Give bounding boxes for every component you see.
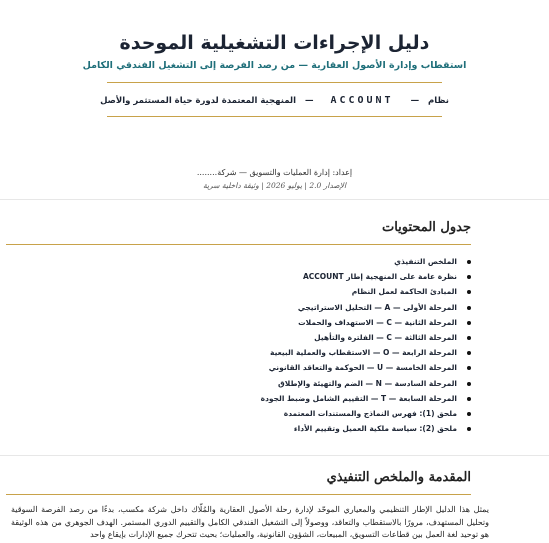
toc-item[interactable] [91,330,471,345]
system-dash-2: — [304,96,314,106]
bullet-icon [467,336,471,340]
toc-item-label: الملخص التنفيذي [394,257,457,266]
toc-item-label: المرحلة الأولى — A — التحليل الاستراتيجي [297,302,457,312]
document-meta: الإصدار 2.0 | يوليو 2026 | وثيقة داخلية سرية [202,181,347,190]
toc-item-label: المرحلة الثانية — C — الاستهداف والحملات [298,317,457,327]
system-line [0,95,549,106]
system-prefix: نظام [428,96,449,106]
toc-item[interactable] [91,269,471,284]
toc-item-label: ملحق (1): فهرس النماذج والمستندات المعتمدة [283,408,457,418]
system-acronym: ACCOUNT [330,95,394,106]
bullet-icon [467,351,471,355]
toc-title: جدول المحتويات [381,220,471,235]
system-dash-1: — [410,96,420,106]
toc-list [91,254,471,436]
bullet-icon [467,412,471,416]
bullet-icon [467,382,471,386]
bullet-icon [467,321,471,325]
toc-item-label: نظرة عامة على المنهجية إطار ACCOUNT [302,272,457,282]
intro-paragraph: يمثل هذا الدليل الإطار التنظيمي والمعياري الموحّد لإدارة رحلة الأصول العقارية والمُلّاك داخل شركة مكسب، بدءًا من رصد الفرصة السوقية وتحليل المستهدف، مرورًا بالاستقطاب والتعاقد، ووصولاً إلى التشغيل الفندقي الكامل والتقييم الدوري المستمر. الهدف الجوهري من هذه الوثيقة هو توحيد لغة العمل بين قطاعات التسويق، المبيعات، الشؤون القانونية، والعمليات؛ بحيث تتحرك جميع الإدارات بإيقاع واحد [11,505,489,539]
toc-item[interactable] [91,284,471,299]
bullet-icon [467,260,471,264]
bullet-icon [467,306,471,310]
bullet-icon [467,275,471,279]
toc-item[interactable] [91,300,471,315]
toc-item[interactable] [91,421,471,436]
document-title: دليل الإجراءات التشغيلية الموحدة [119,32,430,54]
document-subtitle: استقطاب وإدارة الأصول العقارية — من رصد الفرصة إلى التشغيل الفندقي الكامل [82,60,467,71]
toc-item-label: المرحلة السادسة — N — الضم والتهيئة والإطلاق [278,378,457,388]
toc-item[interactable] [91,254,471,269]
toc-title-rule [6,244,471,245]
toc-item-label: ملحق (2): سياسة ملكية العميل وتقييم الأداء [293,424,457,434]
toc-item[interactable] [91,406,471,421]
section-title-rule [6,494,471,495]
header-divider-top [107,82,442,83]
page-divider-1 [0,199,549,200]
bullet-icon [467,366,471,370]
toc-item-label: المرحلة الرابعة — O — الاستقطاب والعملية البيعية [270,348,457,358]
toc-item[interactable] [91,345,471,360]
toc-item-label: المرحلة الخامسة — U — الحوكمة والتعاقد القانوني [268,363,457,373]
bullet-icon [467,397,471,401]
header-divider-bottom [107,116,442,117]
prepared-by: إعداد: إدارة العمليات والتسويق — شركة........ [196,168,353,177]
system-suffix: المنهجية المعتمدة لدورة حياة المستثمر والأصل [100,96,296,106]
toc-item[interactable] [91,315,471,330]
bullet-icon [467,427,471,431]
section-title-intro: المقدمة والملخص التنفيذي [326,470,471,485]
toc-item[interactable] [91,391,471,406]
bullet-icon [467,290,471,294]
toc-item-label: المرحلة السابعة — T — التقييم الشامل وضبط الجودة [260,393,457,403]
page-divider-2 [0,455,549,456]
toc-item[interactable] [91,360,471,375]
toc-item-label: المرحلة الثالثة — C — الفلترة والتأهيل [314,332,457,342]
toc-item[interactable] [91,376,471,391]
toc-item-label: المبادئ الحاكمة لعمل النظام [351,287,457,297]
